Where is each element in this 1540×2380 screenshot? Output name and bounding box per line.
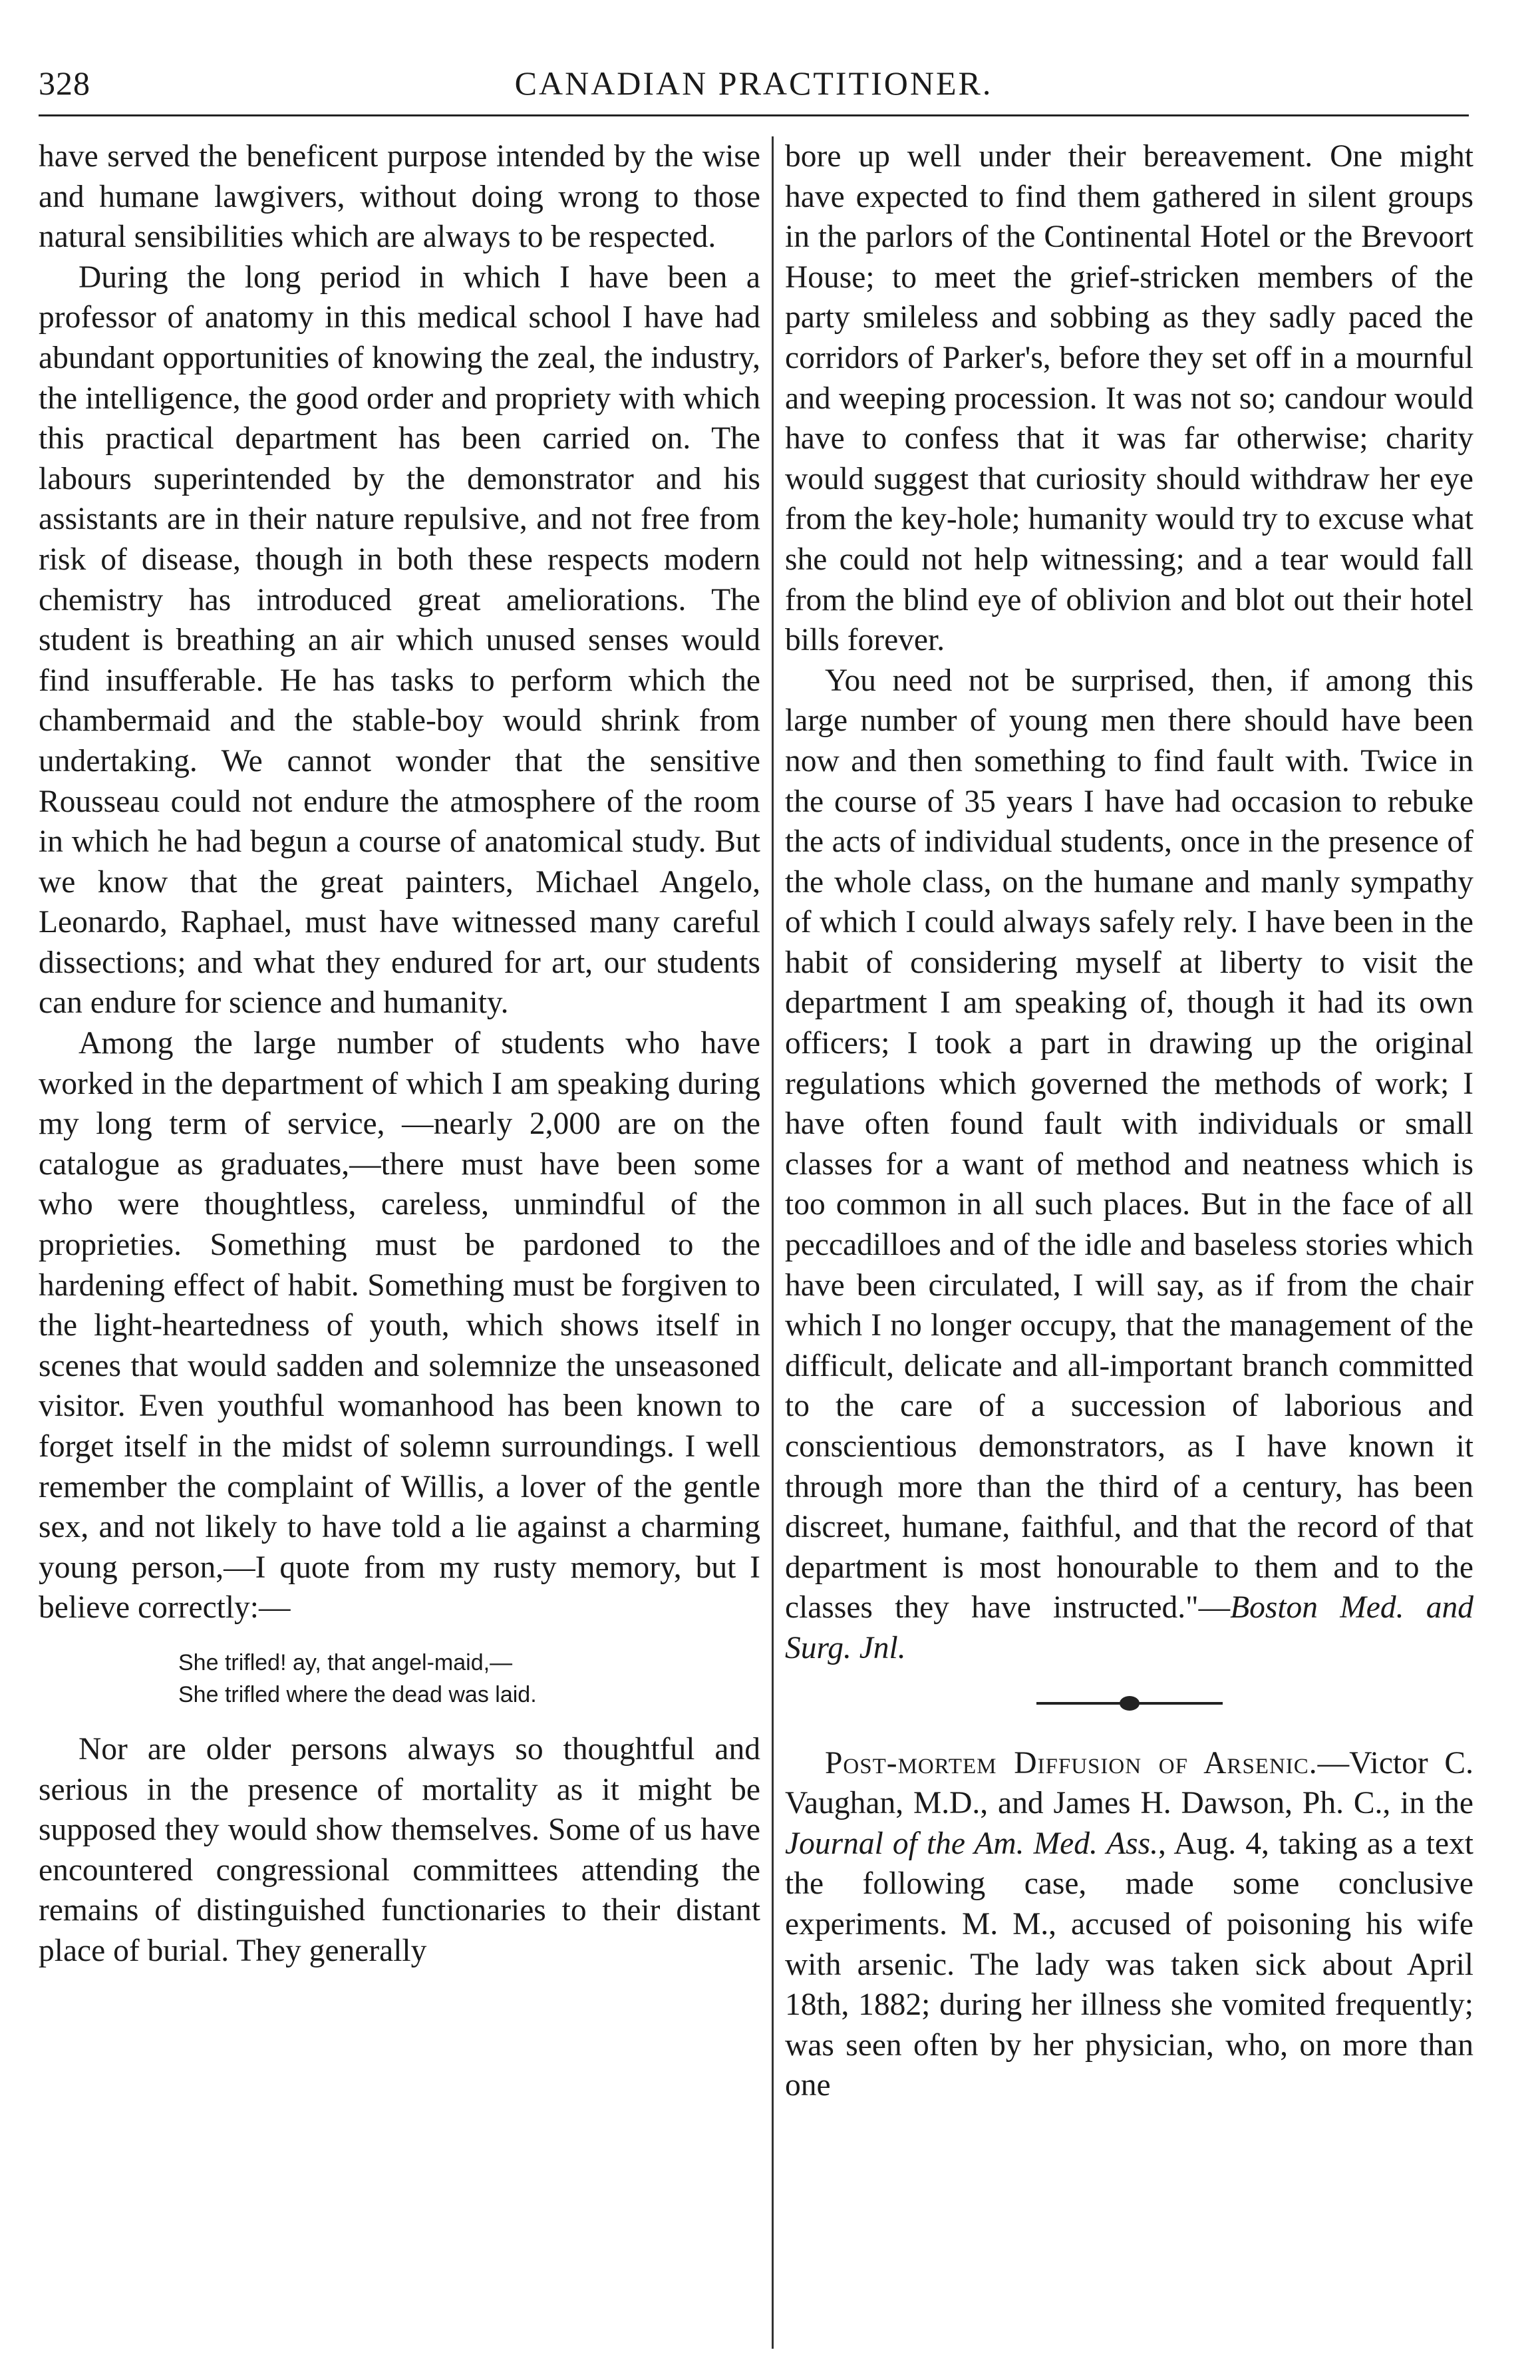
paragraph: During the long period in which I have been a professor of anatomy in this medical school I have had abundant opportunities of knowing the zeal, the industry, the intelligence, the good order and propriety with which this practical department has been carried on. The labours superintended by the demonstrator and his assistants are in their nature repulsive, and not free from risk of disease, though in both these respects modern chemistry has introduced great ameliorations. The student is breathing an air which unused senses would find insufferable. He has tasks to perform which the chambermaid and the stable-boy would shrink from undertaking. We cannot wonder that the sensitive Rousseau could not endure the atmosphere of the room in which he had begun a course of anatomical study. But we know that the great painters, Michael Angelo, Leonardo, Raphael, must have witnessed many careful dissections; and what they endured for art, our students can endure for science and humanity.	[39, 259, 760, 1021]
verse-quote	[39, 1647, 760, 1711]
verse-line: She trifled! ay, that angel-maid,—	[178, 1649, 513, 1675]
paragraph: Nor are older persons always so thoughtful and serious in the presence of mortality as it might be supposed they would show themselves. Some of us have encountered congressional committees attending the remains of distinguished functionaries to their distant place of burial. They generally	[39, 1731, 760, 1968]
running-head: CANADIAN PRACTITIONER.	[514, 65, 993, 102]
left-column	[39, 136, 760, 2352]
right-column	[785, 136, 1473, 2352]
section-separator	[1036, 1702, 1223, 1705]
article-title: Post-mortem Diffusion of Arsenic.	[825, 1745, 1318, 1781]
source-citation: Boston Med. and Surg. Jnl.	[785, 1590, 1473, 1665]
paragraph	[785, 661, 1473, 1669]
verse-line: She trifled where the dead was laid.	[178, 1681, 537, 1707]
page-header	[39, 59, 1469, 118]
paragraph-text: —Victor C. Vaughan, M.D., and James H. Dawson, Ph. C., in the	[785, 1745, 1473, 1821]
paragraph-text: You need not be surprised, then, if among this large number of young men there should have been now and then something to find fault with. Twice in the course of 35 years I have had occasion to rebuke the acts of individual students, once in the presence of the whole class, on the humane and manly sympathy of which I could always safely rely. I have been in the habit of considering myself at liberty to visit the department I am speaking of, though it had its own officers; I took a part in drawing up the original regulations which governed the methods of work; I have often found fault with individuals or small classes for a want of method and neatness which is too common in all such places. But in the face of all peccadilloes and of the idle and baseless stories which have been circulated, I will say, as if from the chair which I no longer occupy, that the management of the difficult, delicate and all-important branch committed to the care of a succession of laborious and conscientious demonstrators, as I have known it through more than the third of a century, has been discreet, humane, faithful, and that the record of that department is most honourable to them and to the classes they have instructed."—	[785, 663, 1473, 1625]
paragraph: bore up well under their bereavement. One might have expected to find them gathered in silent groups in the parlors of the Continental Hotel or the Brevoort House; to meet the grief-stricken members of the party smileless and sobbing as they sadly paced the corridors of Parker's, before they set off in a mournful and weeping procession. It was not so; candour would have to confess that it was far otherwise; charity would suggest that curiosity should withdraw her eye from the key-hole; humanity would try to excuse what she could not help witnessing; and a tear would fall from the blind eye of oblivion and blot out their hotel bills forever.	[785, 139, 1473, 658]
page-number: 328	[39, 65, 90, 102]
paragraph: Among the large number of students who have worked in the department of which I am speaking during my long term of service, —nearly 2,000 are on the catalogue as graduates,—there must have been some who were thoughtless, careless, unmindful of the proprieties. Something must be pardoned to the hardening effect of habit. Something must be forgiven to the light-heartedness of youth, which shows itself in scenes that would sadden and solemnize the unseasoned visitor. Even youthful womanhood has been known to forget itself in the midst of solemn surroundings. I well remember the complaint of Willis, a lover of the gentle sex, and not likely to have told a lie against a charming young person,—I quote from my rusty memory, but I believe correctly:—	[39, 1026, 760, 1625]
paragraph: have served the beneficent purpose intended by the wise and humane lawgivers, without doing wrong to those natural sensibilities which are always to be respected.	[39, 139, 760, 255]
journal-name: Journal of the Am. Med. Ass.	[785, 1826, 1159, 1861]
header-rule	[39, 114, 1469, 116]
paragraph-text: , Aug. 4, taking as a text the following case, made some conclusive experiments. M. M., accused of poisoning his wife with arsenic. The lady was taken sick about April 18th, 1882; during her illness she vomited frequently; was seen often by her physician, who, on more than one	[785, 1826, 1473, 2103]
column-divider	[772, 136, 774, 2349]
paragraph	[785, 1743, 1473, 2106]
